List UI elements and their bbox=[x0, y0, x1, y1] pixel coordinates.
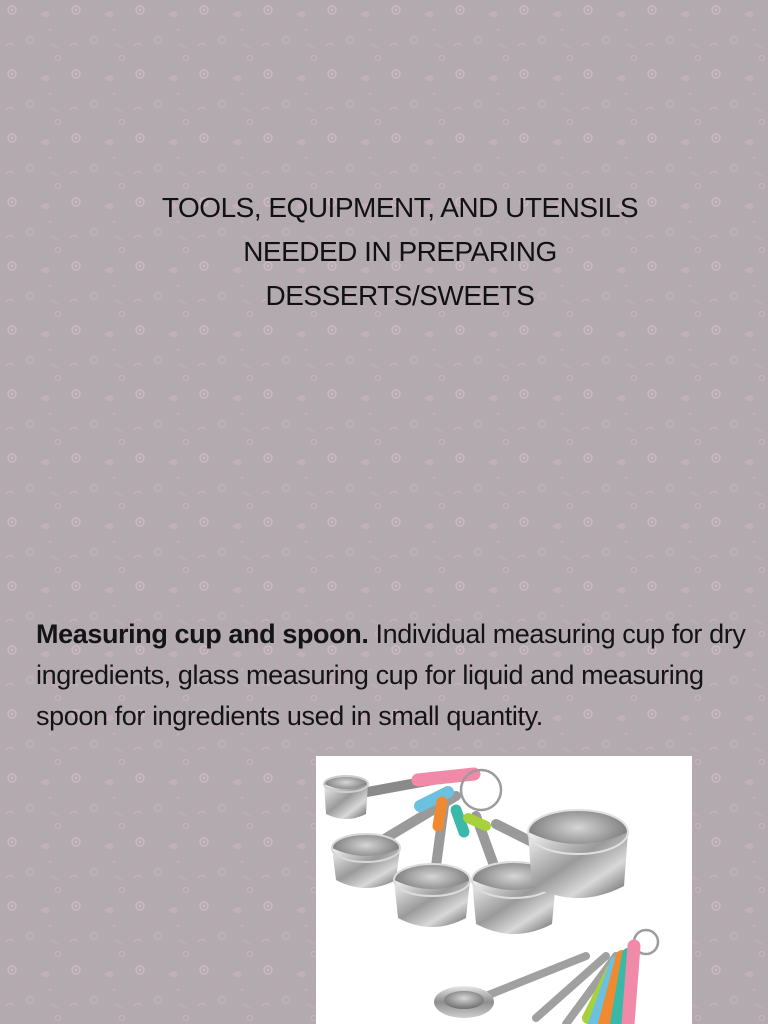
title-line-2: NEEDED IN PREPARING bbox=[243, 236, 557, 267]
measuring-cups-illustration bbox=[316, 756, 692, 1024]
slide-body-text bbox=[36, 614, 756, 737]
title-line-3: DESSERTS/SWEETS bbox=[265, 280, 535, 311]
measuring-cups-photo bbox=[316, 756, 692, 1024]
slide-title bbox=[60, 186, 740, 318]
title-line-1: TOOLS, EQUIPMENT, AND UTENSILS bbox=[161, 192, 639, 223]
term-description: Individual measuring cup for dry ingredients, glass measuring cup for liquid and measuring spoon for ingredients used in small quantity. bbox=[36, 619, 746, 731]
term-label: Measuring cup and spoon. bbox=[36, 619, 369, 649]
